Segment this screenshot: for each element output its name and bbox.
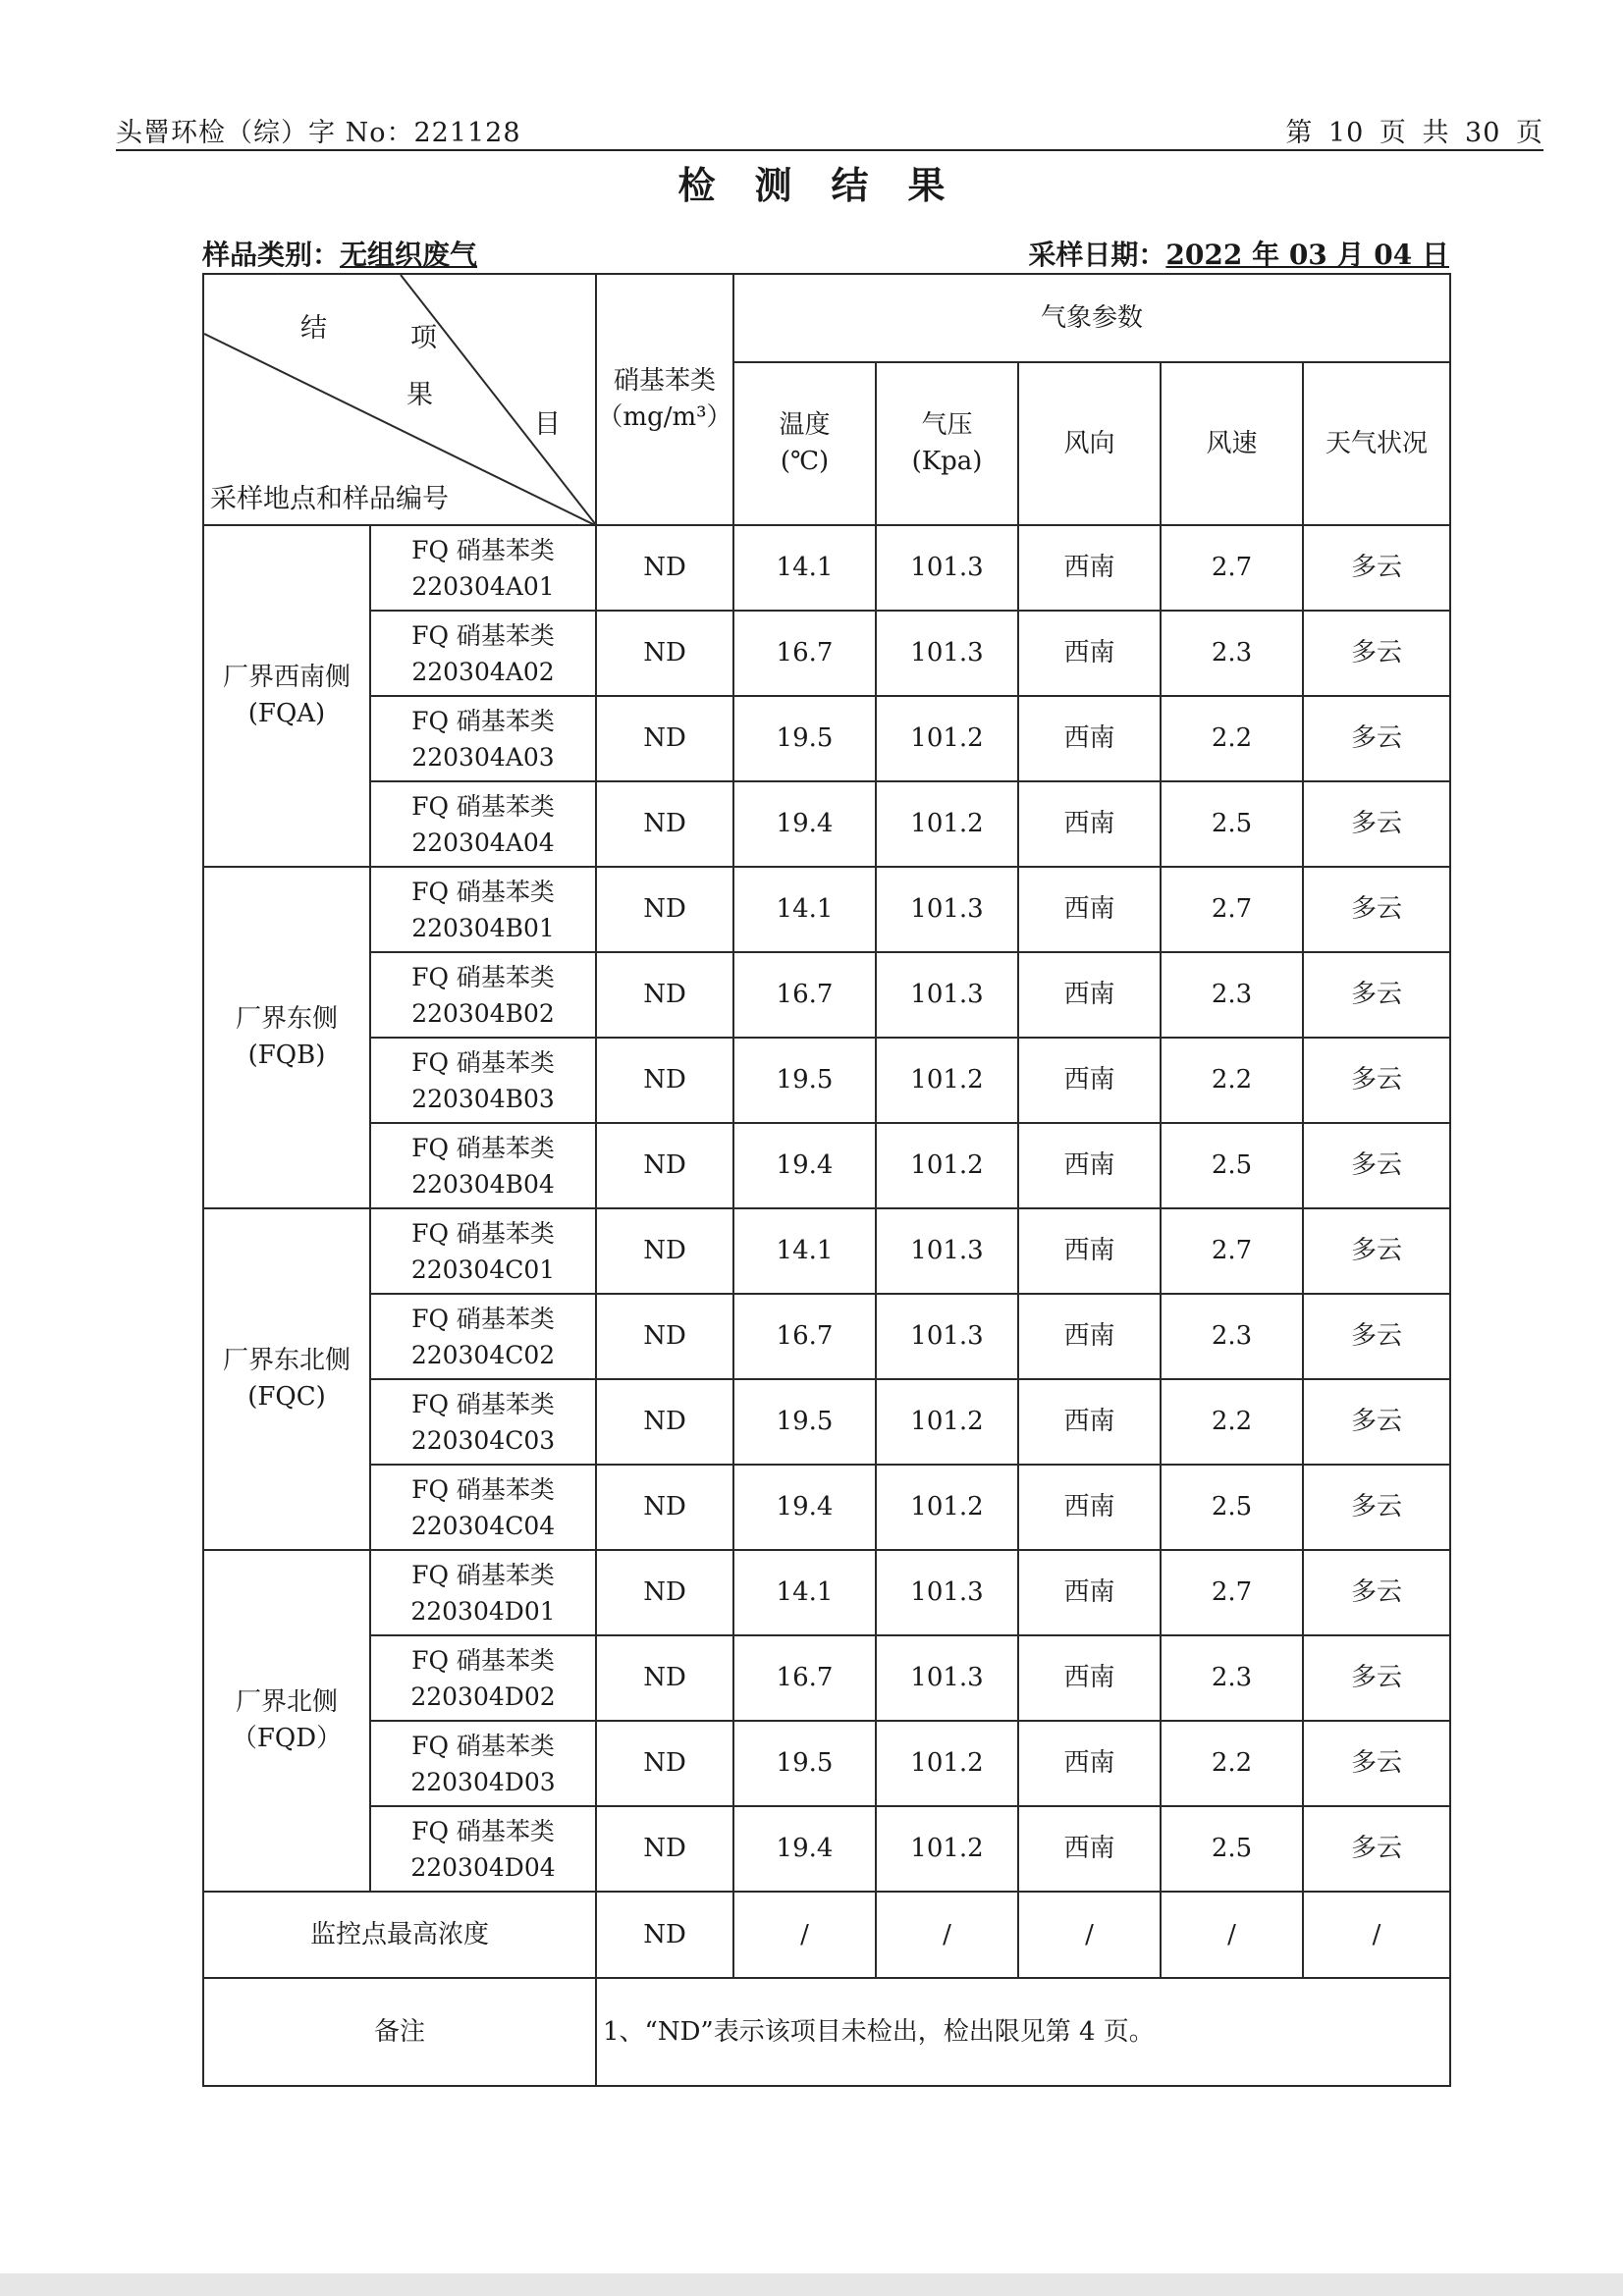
sample-name: FQ 硝基苯类 — [411, 1474, 555, 1504]
scan-edge — [0, 2273, 1623, 2296]
pressure-cell: 101.3 — [876, 1635, 1018, 1721]
sample-date-value: 2022 年 03 月 04 日 — [1165, 239, 1449, 271]
weather-cell: 多云 — [1303, 1550, 1450, 1635]
remarks-label: 备注 — [203, 1978, 596, 2086]
remarks-text: 1、“ND”表示该项目未检出，检出限见第 4 页。 — [596, 1978, 1450, 2086]
pressure-cell: 101.3 — [876, 1294, 1018, 1379]
weather-cell: 多云 — [1303, 611, 1450, 696]
wind-speed-cell: 2.5 — [1161, 1465, 1303, 1550]
max-pressure-cell: / — [876, 1892, 1018, 1978]
pressure-label: 气压 — [921, 410, 973, 440]
sample-type-value: 无组织废气 — [340, 239, 478, 271]
weather-cell: 多云 — [1303, 1635, 1450, 1721]
sample-number: 220304A02 — [411, 657, 555, 686]
diag-mu-label: 目 — [534, 409, 561, 440]
wind-speed-cell: 2.3 — [1161, 952, 1303, 1038]
sample-name: FQ 硝基苯类 — [411, 877, 555, 906]
sample-name: FQ 硝基苯类 — [411, 1218, 555, 1248]
temp-header — [733, 362, 876, 525]
max-weather-cell: / — [1303, 1892, 1450, 1978]
sample-name: FQ 硝基苯类 — [411, 535, 555, 564]
pressure-cell: 101.2 — [876, 1379, 1018, 1465]
weather-cell: 多云 — [1303, 1379, 1450, 1465]
wind-dir-cell: 西南 — [1018, 1465, 1161, 1550]
location-cell — [203, 1550, 370, 1892]
pressure-cell: 101.3 — [876, 867, 1018, 952]
table-row — [203, 1379, 1450, 1465]
wind-dir-cell: 西南 — [1018, 1379, 1161, 1465]
pressure-cell: 101.2 — [876, 781, 1018, 867]
temp-cell: 14.1 — [733, 1208, 876, 1294]
sample-number: 220304C04 — [410, 1511, 556, 1540]
sample-number: 220304B01 — [411, 913, 555, 942]
value-cell: ND — [596, 696, 733, 781]
table-row — [203, 1208, 1450, 1294]
weather-cell: 多云 — [1303, 867, 1450, 952]
temp-cell: 19.5 — [733, 696, 876, 781]
table-row — [203, 1635, 1450, 1721]
wind-speed-cell: 2.7 — [1161, 1550, 1303, 1635]
value-cell: ND — [596, 525, 733, 611]
value-cell: ND — [596, 1465, 733, 1550]
pressure-cell: 101.2 — [876, 1465, 1018, 1550]
weather-header: 天气状况 — [1303, 362, 1450, 525]
location-code: (FQA) — [247, 699, 326, 728]
sample-cell — [370, 696, 596, 781]
page-title: 检测结果 — [677, 163, 985, 207]
sample-number: 220304C02 — [410, 1340, 556, 1369]
weather-cell: 多云 — [1303, 952, 1450, 1038]
table-row — [203, 1806, 1450, 1892]
weather-cell: 多云 — [1303, 1806, 1450, 1892]
value-cell: ND — [596, 1123, 733, 1208]
wind-dir-cell: 西南 — [1018, 952, 1161, 1038]
temp-cell: 16.7 — [733, 1294, 876, 1379]
table-row — [203, 781, 1450, 867]
sample-number: 220304D01 — [410, 1596, 556, 1626]
temp-cell: 19.5 — [733, 1379, 876, 1465]
table-row — [203, 1123, 1450, 1208]
weather-cell: 多云 — [1303, 696, 1450, 781]
temp-cell: 14.1 — [733, 867, 876, 952]
value-cell: ND — [596, 781, 733, 867]
value-cell: ND — [596, 1038, 733, 1123]
temp-label: 温度 — [779, 410, 831, 440]
sample-name: FQ 硝基苯类 — [411, 706, 555, 735]
sample-number: 220304C01 — [410, 1255, 556, 1284]
analyte-header — [596, 274, 733, 525]
max-concentration-label: 监控点最高浓度 — [203, 1892, 596, 1978]
table-row — [203, 1294, 1450, 1379]
sample-number: 220304B04 — [411, 1169, 555, 1199]
sample-cell — [370, 1294, 596, 1379]
pressure-cell: 101.2 — [876, 1038, 1018, 1123]
temp-cell: 16.7 — [733, 952, 876, 1038]
sample-number: 220304D02 — [410, 1682, 556, 1711]
table-row — [203, 696, 1450, 781]
sample-number: 220304D04 — [410, 1852, 556, 1882]
sample-cell — [370, 1806, 596, 1892]
weather-cell: 多云 — [1303, 1208, 1450, 1294]
weather-cell: 多云 — [1303, 1038, 1450, 1123]
location-code: （FQD） — [231, 1724, 343, 1753]
diag-result-label: 结 — [300, 313, 327, 344]
wind-speed-header: 风速 — [1161, 362, 1303, 525]
value-cell: ND — [596, 1721, 733, 1806]
weather-cell: 多云 — [1303, 781, 1450, 867]
sample-number: 220304A03 — [411, 742, 555, 772]
weather-cell: 多云 — [1303, 1465, 1450, 1550]
temp-cell: 19.4 — [733, 1806, 876, 1892]
sample-name: FQ 硝基苯类 — [411, 1389, 555, 1418]
pressure-cell: 101.2 — [876, 1721, 1018, 1806]
temp-cell: 16.7 — [733, 1635, 876, 1721]
wind-speed-cell: 2.2 — [1161, 1379, 1303, 1465]
table-row — [203, 1550, 1450, 1635]
value-cell: ND — [596, 1635, 733, 1721]
sample-name: FQ 硝基苯类 — [411, 1816, 555, 1845]
wind-dir-cell: 西南 — [1018, 1635, 1161, 1721]
location-cell — [203, 867, 370, 1208]
location-name: 厂界东北侧 — [222, 1346, 351, 1375]
sample-cell — [370, 1123, 596, 1208]
wind-speed-cell: 2.5 — [1161, 781, 1303, 867]
value-cell: ND — [596, 611, 733, 696]
results-table — [202, 273, 1451, 2087]
wind-dir-cell: 西南 — [1018, 525, 1161, 611]
temp-cell: 19.5 — [733, 1721, 876, 1806]
sample-date — [1028, 234, 1449, 273]
sample-cell — [370, 952, 596, 1038]
table-row — [203, 1465, 1450, 1550]
sample-cell — [370, 1208, 596, 1294]
page-info: 第 10 页 共 30 页 — [1285, 118, 1543, 148]
analyte-name: 硝基苯类 — [613, 366, 716, 396]
pressure-cell: 101.3 — [876, 1208, 1018, 1294]
wind-dir-cell: 西南 — [1018, 1550, 1161, 1635]
value-cell: ND — [596, 1806, 733, 1892]
wind-speed-cell: 2.2 — [1161, 696, 1303, 781]
sample-number: 220304B02 — [411, 998, 555, 1028]
table-row — [203, 525, 1450, 611]
weather-cell: 多云 — [1303, 1294, 1450, 1379]
wind-dir-cell: 西南 — [1018, 1123, 1161, 1208]
location-name: 厂界北侧 — [235, 1687, 338, 1717]
wind-dir-header: 风向 — [1018, 362, 1161, 525]
wind-speed-cell: 2.7 — [1161, 867, 1303, 952]
location-code: (FQC) — [247, 1382, 326, 1412]
value-cell: ND — [596, 952, 733, 1038]
location-code: (FQB) — [247, 1041, 326, 1070]
sample-number: 220304B03 — [411, 1084, 555, 1113]
sample-number: 220304A01 — [411, 571, 555, 601]
wind-dir-cell: 西南 — [1018, 1721, 1161, 1806]
wind-speed-cell: 2.3 — [1161, 1294, 1303, 1379]
wind-dir-cell: 西南 — [1018, 696, 1161, 781]
sample-number: 220304D03 — [410, 1767, 556, 1796]
wind-dir-cell: 西南 — [1018, 1038, 1161, 1123]
pressure-unit: (Kpa) — [911, 447, 983, 476]
sample-name: FQ 硝基苯类 — [411, 1133, 555, 1162]
max-value-cell: ND — [596, 1892, 733, 1978]
wind-dir-cell: 西南 — [1018, 1806, 1161, 1892]
location-cell — [203, 525, 370, 867]
wind-dir-cell: 西南 — [1018, 611, 1161, 696]
sample-name: FQ 硝基苯类 — [411, 1731, 555, 1760]
sample-name: FQ 硝基苯类 — [411, 620, 555, 650]
table-row — [203, 611, 1450, 696]
sample-type — [202, 234, 477, 273]
pressure-cell: 101.2 — [876, 696, 1018, 781]
sample-cell — [370, 867, 596, 952]
temp-cell: 19.4 — [733, 1465, 876, 1550]
sample-type-label: 样品类别： — [202, 239, 341, 271]
diag-fruit-label: 果 — [406, 380, 433, 410]
report-number: 头罾环检（综）字 No：221128 — [116, 118, 521, 148]
value-cell: ND — [596, 867, 733, 952]
wind-speed-cell: 2.7 — [1161, 1208, 1303, 1294]
value-cell: ND — [596, 1379, 733, 1465]
wind-dir-cell: 西南 — [1018, 1208, 1161, 1294]
table-row — [203, 1721, 1450, 1806]
sample-number: 220304C03 — [410, 1425, 556, 1455]
wind-speed-cell: 2.2 — [1161, 1721, 1303, 1806]
sample-cell — [370, 525, 596, 611]
sample-name: FQ 硝基苯类 — [411, 1304, 555, 1333]
wind-speed-cell: 2.5 — [1161, 1123, 1303, 1208]
sample-cell — [370, 1038, 596, 1123]
sample-number: 220304A04 — [411, 828, 555, 857]
diag-item-label: 项 — [410, 323, 437, 353]
sample-cell — [370, 781, 596, 867]
sample-cell — [370, 1379, 596, 1465]
temp-cell: 14.1 — [733, 1550, 876, 1635]
location-name: 厂界西南侧 — [222, 663, 351, 692]
weather-cell: 多云 — [1303, 1123, 1450, 1208]
sample-name: FQ 硝基苯类 — [411, 1560, 555, 1589]
pressure-cell: 101.3 — [876, 952, 1018, 1038]
sample-cell — [370, 1635, 596, 1721]
sample-cell — [370, 1465, 596, 1550]
wind-speed-cell: 2.2 — [1161, 1038, 1303, 1123]
temp-cell: 16.7 — [733, 611, 876, 696]
location-name: 厂界东侧 — [235, 1004, 338, 1034]
location-cell — [203, 1208, 370, 1550]
value-cell: ND — [596, 1550, 733, 1635]
table-row — [203, 952, 1450, 1038]
value-cell: ND — [596, 1208, 733, 1294]
sample-cell — [370, 1550, 596, 1635]
remarks-row — [203, 1978, 1450, 2086]
table-row — [203, 1038, 1450, 1123]
pressure-cell: 101.3 — [876, 1550, 1018, 1635]
temp-cell: 19.4 — [733, 1123, 876, 1208]
wind-speed-cell: 2.5 — [1161, 1806, 1303, 1892]
sample-date-label: 采样日期： — [1028, 239, 1166, 271]
pressure-header — [876, 362, 1018, 525]
wind-dir-cell: 西南 — [1018, 781, 1161, 867]
wind-speed-cell: 2.3 — [1161, 611, 1303, 696]
weather-cell: 多云 — [1303, 1721, 1450, 1806]
wind-dir-cell: 西南 — [1018, 867, 1161, 952]
max-wind-speed-cell: / — [1161, 1892, 1303, 1978]
wind-speed-cell: 2.3 — [1161, 1635, 1303, 1721]
weather-cell: 多云 — [1303, 525, 1450, 611]
diagonal-header-cell — [203, 274, 596, 525]
wind-speed-cell: 2.7 — [1161, 525, 1303, 611]
report-header — [116, 110, 1543, 151]
pressure-cell: 101.2 — [876, 1123, 1018, 1208]
diag-location-label: 采样地点和样品编号 — [210, 484, 449, 514]
sample-meta — [202, 234, 1449, 273]
weather-group-header: 气象参数 — [733, 274, 1450, 362]
pressure-cell: 101.3 — [876, 611, 1018, 696]
sample-name: FQ 硝基苯类 — [411, 962, 555, 991]
temp-unit: (℃) — [780, 447, 830, 476]
max-wind-dir-cell: / — [1018, 1892, 1161, 1978]
temp-cell: 19.4 — [733, 781, 876, 867]
wind-dir-cell: 西南 — [1018, 1294, 1161, 1379]
temp-cell: 14.1 — [733, 525, 876, 611]
pressure-cell: 101.3 — [876, 525, 1018, 611]
sample-name: FQ 硝基苯类 — [411, 791, 555, 821]
max-concentration-row — [203, 1892, 1450, 1978]
sample-name: FQ 硝基苯类 — [411, 1645, 555, 1675]
table-row — [203, 867, 1450, 952]
analyte-unit: （mg/m³） — [597, 402, 732, 432]
sample-cell — [370, 611, 596, 696]
sample-name: FQ 硝基苯类 — [411, 1047, 555, 1077]
sample-cell — [370, 1721, 596, 1806]
pressure-cell: 101.2 — [876, 1806, 1018, 1892]
temp-cell: 19.5 — [733, 1038, 876, 1123]
max-temp-cell: / — [733, 1892, 876, 1978]
value-cell: ND — [596, 1294, 733, 1379]
